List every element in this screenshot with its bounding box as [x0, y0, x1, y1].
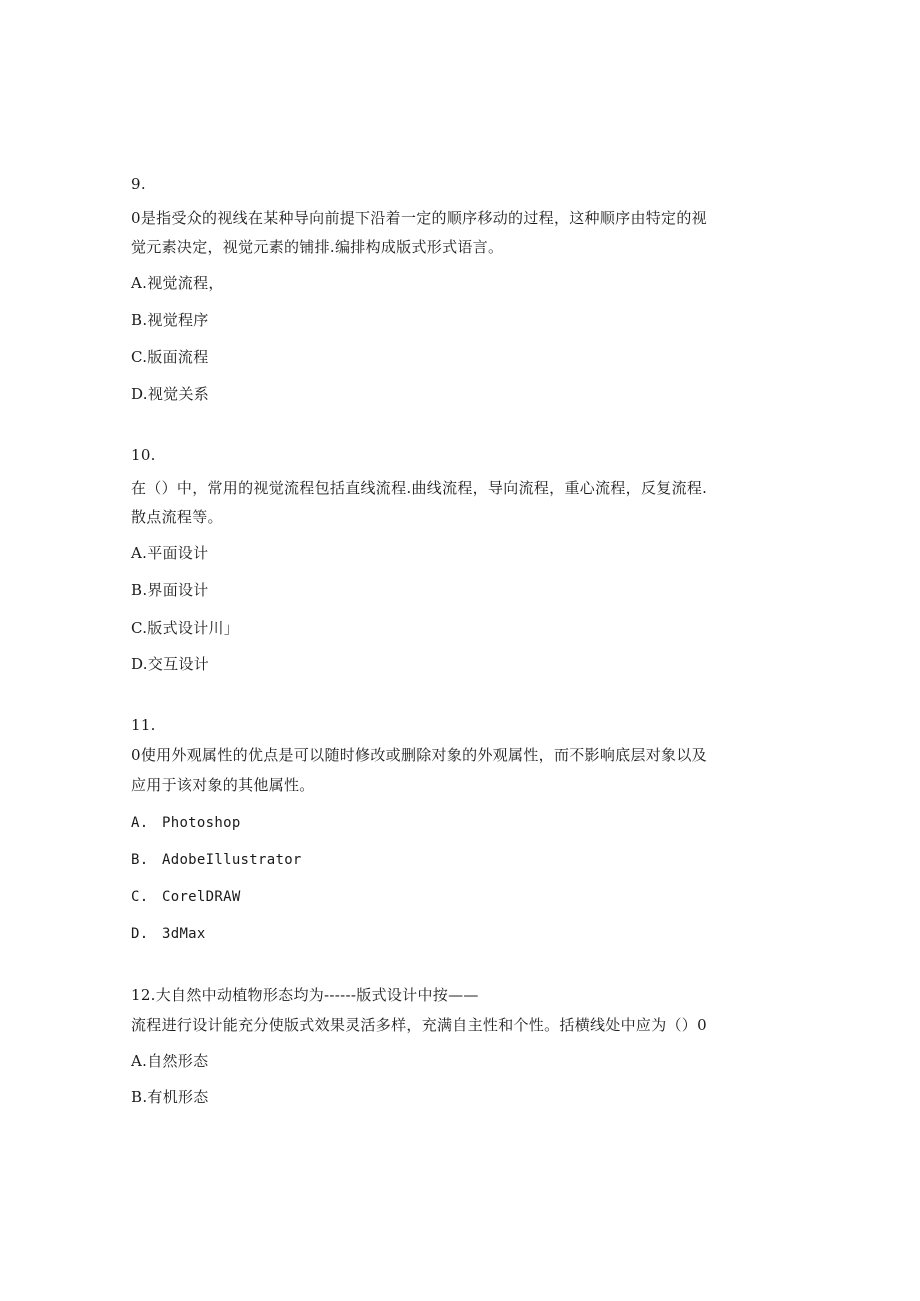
- option-letter: B.: [131, 852, 149, 868]
- question-11-number: 11.: [131, 716, 156, 734]
- question-12-option-b: B.有机形态: [131, 1088, 209, 1106]
- question-12-stem-line-2: 流程进行设计能充分使版式效果灵活多样，充满自主性和个性。括横线处中应为（）0: [131, 1016, 707, 1034]
- question-11-stem-line-2: 应用于该对象的其他属性。: [131, 776, 315, 794]
- question-9-stem-line-1: 0是指受众的视线在某种导向前提下沿着一定的顺序移动的过程，这种顺序由特定的视: [131, 209, 707, 227]
- question-9-option-c: C.版面流程: [131, 348, 209, 366]
- option-text: Photoshop: [162, 815, 241, 831]
- question-11-option-b: [131, 851, 791, 869]
- option-text: AdobeIllustrator: [162, 852, 302, 868]
- question-9-option-b: B.视觉程序: [131, 311, 209, 329]
- question-10-option-a: A.平面设计: [131, 544, 209, 562]
- question-11-option-d: [131, 925, 791, 943]
- question-10-option-b: B.界面设计: [131, 581, 209, 599]
- option-letter: D.: [131, 926, 149, 942]
- question-9-number: 9.: [131, 175, 146, 193]
- option-letter: A.: [131, 815, 149, 831]
- question-11-option-a: [131, 814, 791, 832]
- question-12-option-a: A.自然形态: [131, 1052, 209, 1070]
- question-10-stem-line-2: 散点流程等。: [131, 508, 223, 526]
- question-10-stem-line-1: 在（）中，常用的视觉流程包括直线流程.曲线流程，导向流程，重心流程，反复流程.: [131, 479, 708, 497]
- question-9-stem-line-2: 觉元素决定，视觉元素的铺排.编排构成版式形式语言。: [131, 238, 504, 256]
- question-10-option-c: C.版式设计川」: [131, 619, 240, 637]
- question-10-option-d: D.交互设计: [131, 655, 210, 673]
- option-text: 3dMax: [162, 926, 206, 942]
- option-letter: C.: [131, 889, 149, 905]
- question-11-stem-line-1: 0使用外观属性的优点是可以随时修改或删除对象的外观属性，而不影响底层对象以及: [131, 746, 707, 764]
- question-9-option-a: A.视觉流程，: [131, 274, 224, 292]
- question-9-option-d: D.视觉关系: [131, 385, 210, 403]
- question-10-number: 10.: [131, 446, 156, 464]
- option-text: CorelDRAW: [162, 889, 241, 905]
- question-11-option-c: [131, 888, 791, 906]
- question-12-number-and-stem-line-1: 12.大自然中动植物形态均为------版式设计中按——: [131, 986, 479, 1004]
